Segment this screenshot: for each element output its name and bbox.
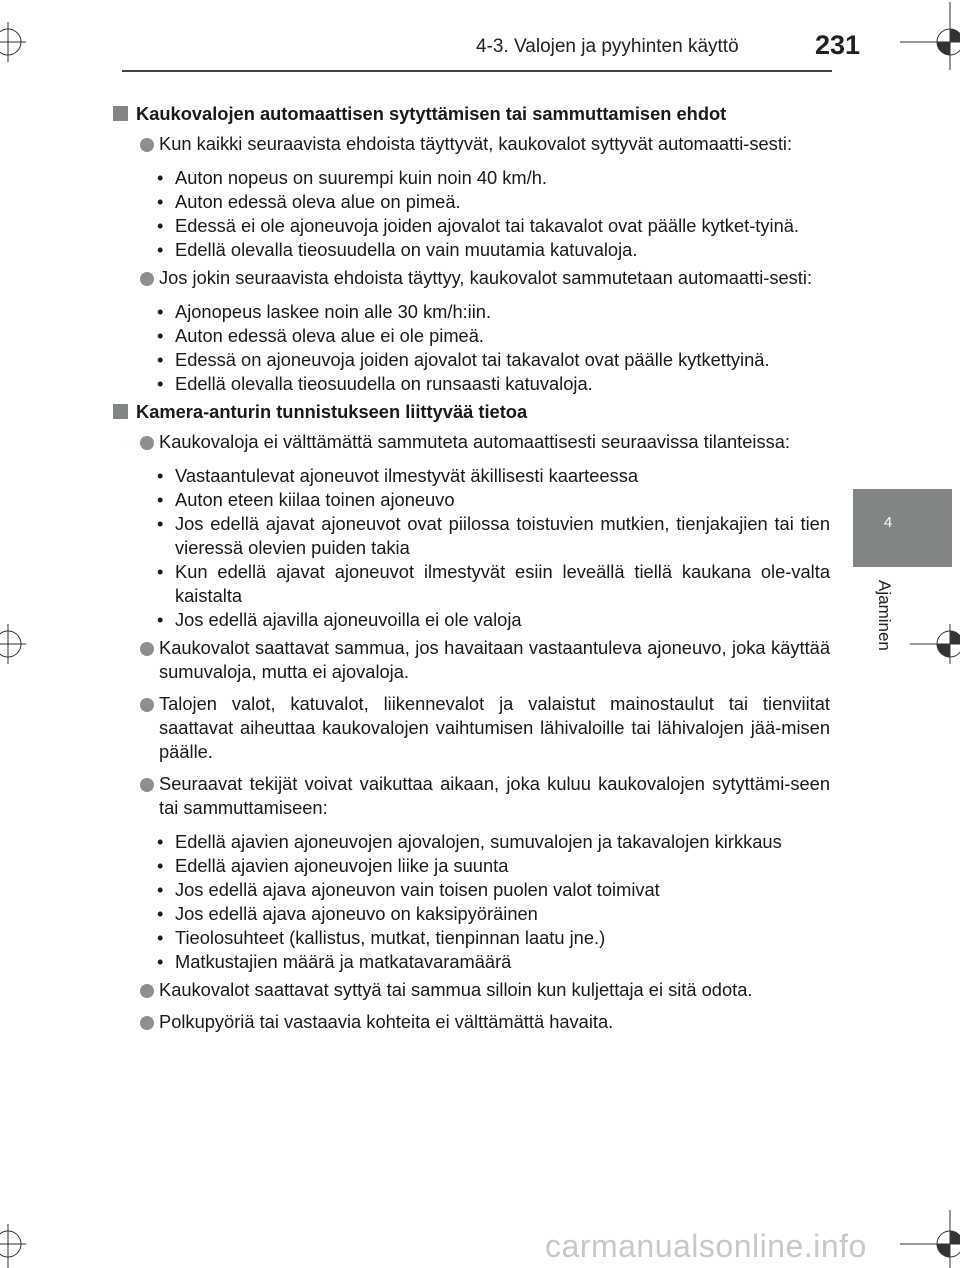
round-bullet-icon	[140, 642, 154, 656]
bullet-paragraph: Talojen valot, katuvalot, liikennevalot ja valaistut mainostaulut tai tienviitat saattavat aiheuttaa kaukovalojen vaihtumisen lähivaloille tai lähivalojen jää-misen päälle.	[113, 692, 830, 764]
crop-mark-bottom-right	[900, 1200, 960, 1268]
section-heading: Kaukovalojen automaattisen sytyttämisen tai sammuttamisen ehdot	[113, 102, 830, 126]
chapter-number: 4	[883, 514, 893, 531]
square-bullet-icon	[113, 404, 128, 419]
round-bullet-icon	[140, 1016, 154, 1030]
section-heading: Kamera-anturin tunnistukseen liittyvää tietoa	[113, 400, 830, 424]
chapter-tab	[853, 489, 952, 567]
list-item: • Edellä olevalla tieosuudella on runsaasti katuvaloja.	[157, 373, 593, 394]
bullet-paragraph: Kun kaikki seuraavista ehdoista täyttyvät, kaukovalot syttyvät automaatti-sesti:	[113, 132, 830, 156]
square-bullet-icon	[113, 106, 128, 121]
sub-list	[113, 830, 830, 974]
list-item: • Edessä ei ole ajoneuvoja joiden ajovalot tai takavalot ovat päälle kytket-tyinä.	[157, 215, 799, 236]
round-bullet-icon	[140, 778, 154, 792]
bullet-paragraph: Kaukovaloja ei välttämättä sammuteta automaattisesti seuraavissa tilanteissa:	[113, 430, 830, 454]
crop-mark-mid-right	[910, 610, 960, 670]
bullet-paragraph: Seuraavat tekijät voivat vaikuttaa aikaan, joka kuluu kaukovalojen sytyttämi-seen tai sammuttamiseen:	[113, 772, 830, 820]
watermark: carmanualsonline.info	[545, 1228, 867, 1264]
round-bullet-icon	[140, 698, 154, 712]
list-item: • Jos edellä ajava ajoneuvon vain toisen puolen valot toimivat	[157, 879, 660, 900]
round-bullet-icon	[140, 436, 154, 450]
header-rule	[122, 70, 832, 72]
list-item: • Jos edellä ajavilla ajoneuvoilla ei ole valoja	[157, 609, 522, 630]
list-item: • Auton edessä oleva alue on pimeä.	[157, 191, 461, 212]
section-title: 4-3. Valojen ja pyyhinten käyttö	[476, 36, 739, 57]
page-content	[113, 100, 830, 1042]
round-bullet-icon	[140, 272, 154, 286]
crop-mark-top-right	[900, 0, 960, 80]
list-item: • Kun edellä ajavat ajoneuvot ilmestyvät esiin leveällä tiellä kaukana ole-valta kaistalta	[157, 561, 830, 606]
page-number: 231	[815, 30, 861, 60]
round-bullet-icon	[140, 138, 154, 152]
list-item: • Edessä on ajoneuvoja joiden ajovalot tai takavalot ovat päälle kytkettyinä.	[157, 349, 770, 370]
bullet-paragraph: Kaukovalot saattavat sammua, jos havaitaan vastaantuleva ajoneuvo, joka käyttää sumuvaloja, mutta ei ajovaloja.	[113, 636, 830, 684]
list-item: • Tieolosuhteet (kallistus, mutkat, tienpinnan laatu jne.)	[157, 927, 606, 948]
list-item: • Auton edessä oleva alue ei ole pimeä.	[157, 325, 484, 346]
chapter-label: Ajaminen	[875, 580, 894, 651]
list-item: • Auton nopeus on suurempi kuin noin 40 km/h.	[157, 167, 547, 188]
crop-mark-top-left	[0, 0, 60, 80]
list-item: • Vastaantulevat ajoneuvot ilmestyvät äkillisesti kaarteessa	[157, 465, 639, 486]
list-item: • Edellä olevalla tieosuudella on vain muutamia katuvaloja.	[157, 239, 638, 260]
sub-list	[113, 300, 830, 396]
list-item: • Edellä ajavien ajoneuvojen liike ja suunta	[157, 855, 509, 876]
bullet-paragraph: Polkupyöriä tai vastaavia kohteita ei välttämättä havaita.	[113, 1010, 830, 1034]
bullet-paragraph: Jos jokin seuraavista ehdoista täyttyy, kaukovalot sammutetaan automaatti-sesti:	[113, 266, 830, 290]
crop-mark-bottom-left	[0, 1200, 60, 1268]
list-item: • Matkustajien määrä ja matkatavaramäärä	[157, 951, 512, 972]
bullet-paragraph: Kaukovalot saattavat syttyä tai sammua silloin kun kuljettaja ei sitä odota.	[113, 978, 830, 1002]
list-item: • Ajonopeus laskee noin alle 30 km/h:iin.	[157, 301, 492, 322]
round-bullet-icon	[140, 984, 154, 998]
crop-mark-mid-left	[0, 610, 40, 670]
sub-list	[113, 464, 830, 632]
list-item: • Edellä ajavien ajoneuvojen ajovalojen, sumuvalojen ja takavalojen kirkkaus	[157, 831, 782, 852]
list-item: • Jos edellä ajavat ajoneuvot ovat piilossa toistuvien mutkien, tienjakajien tai tien vieressä olevien puiden takia	[157, 513, 830, 558]
list-item: • Auton eteen kiilaa toinen ajoneuvo	[157, 489, 455, 510]
list-item: • Jos edellä ajava ajoneuvo on kaksipyöräinen	[157, 903, 538, 924]
sub-list	[113, 166, 830, 262]
